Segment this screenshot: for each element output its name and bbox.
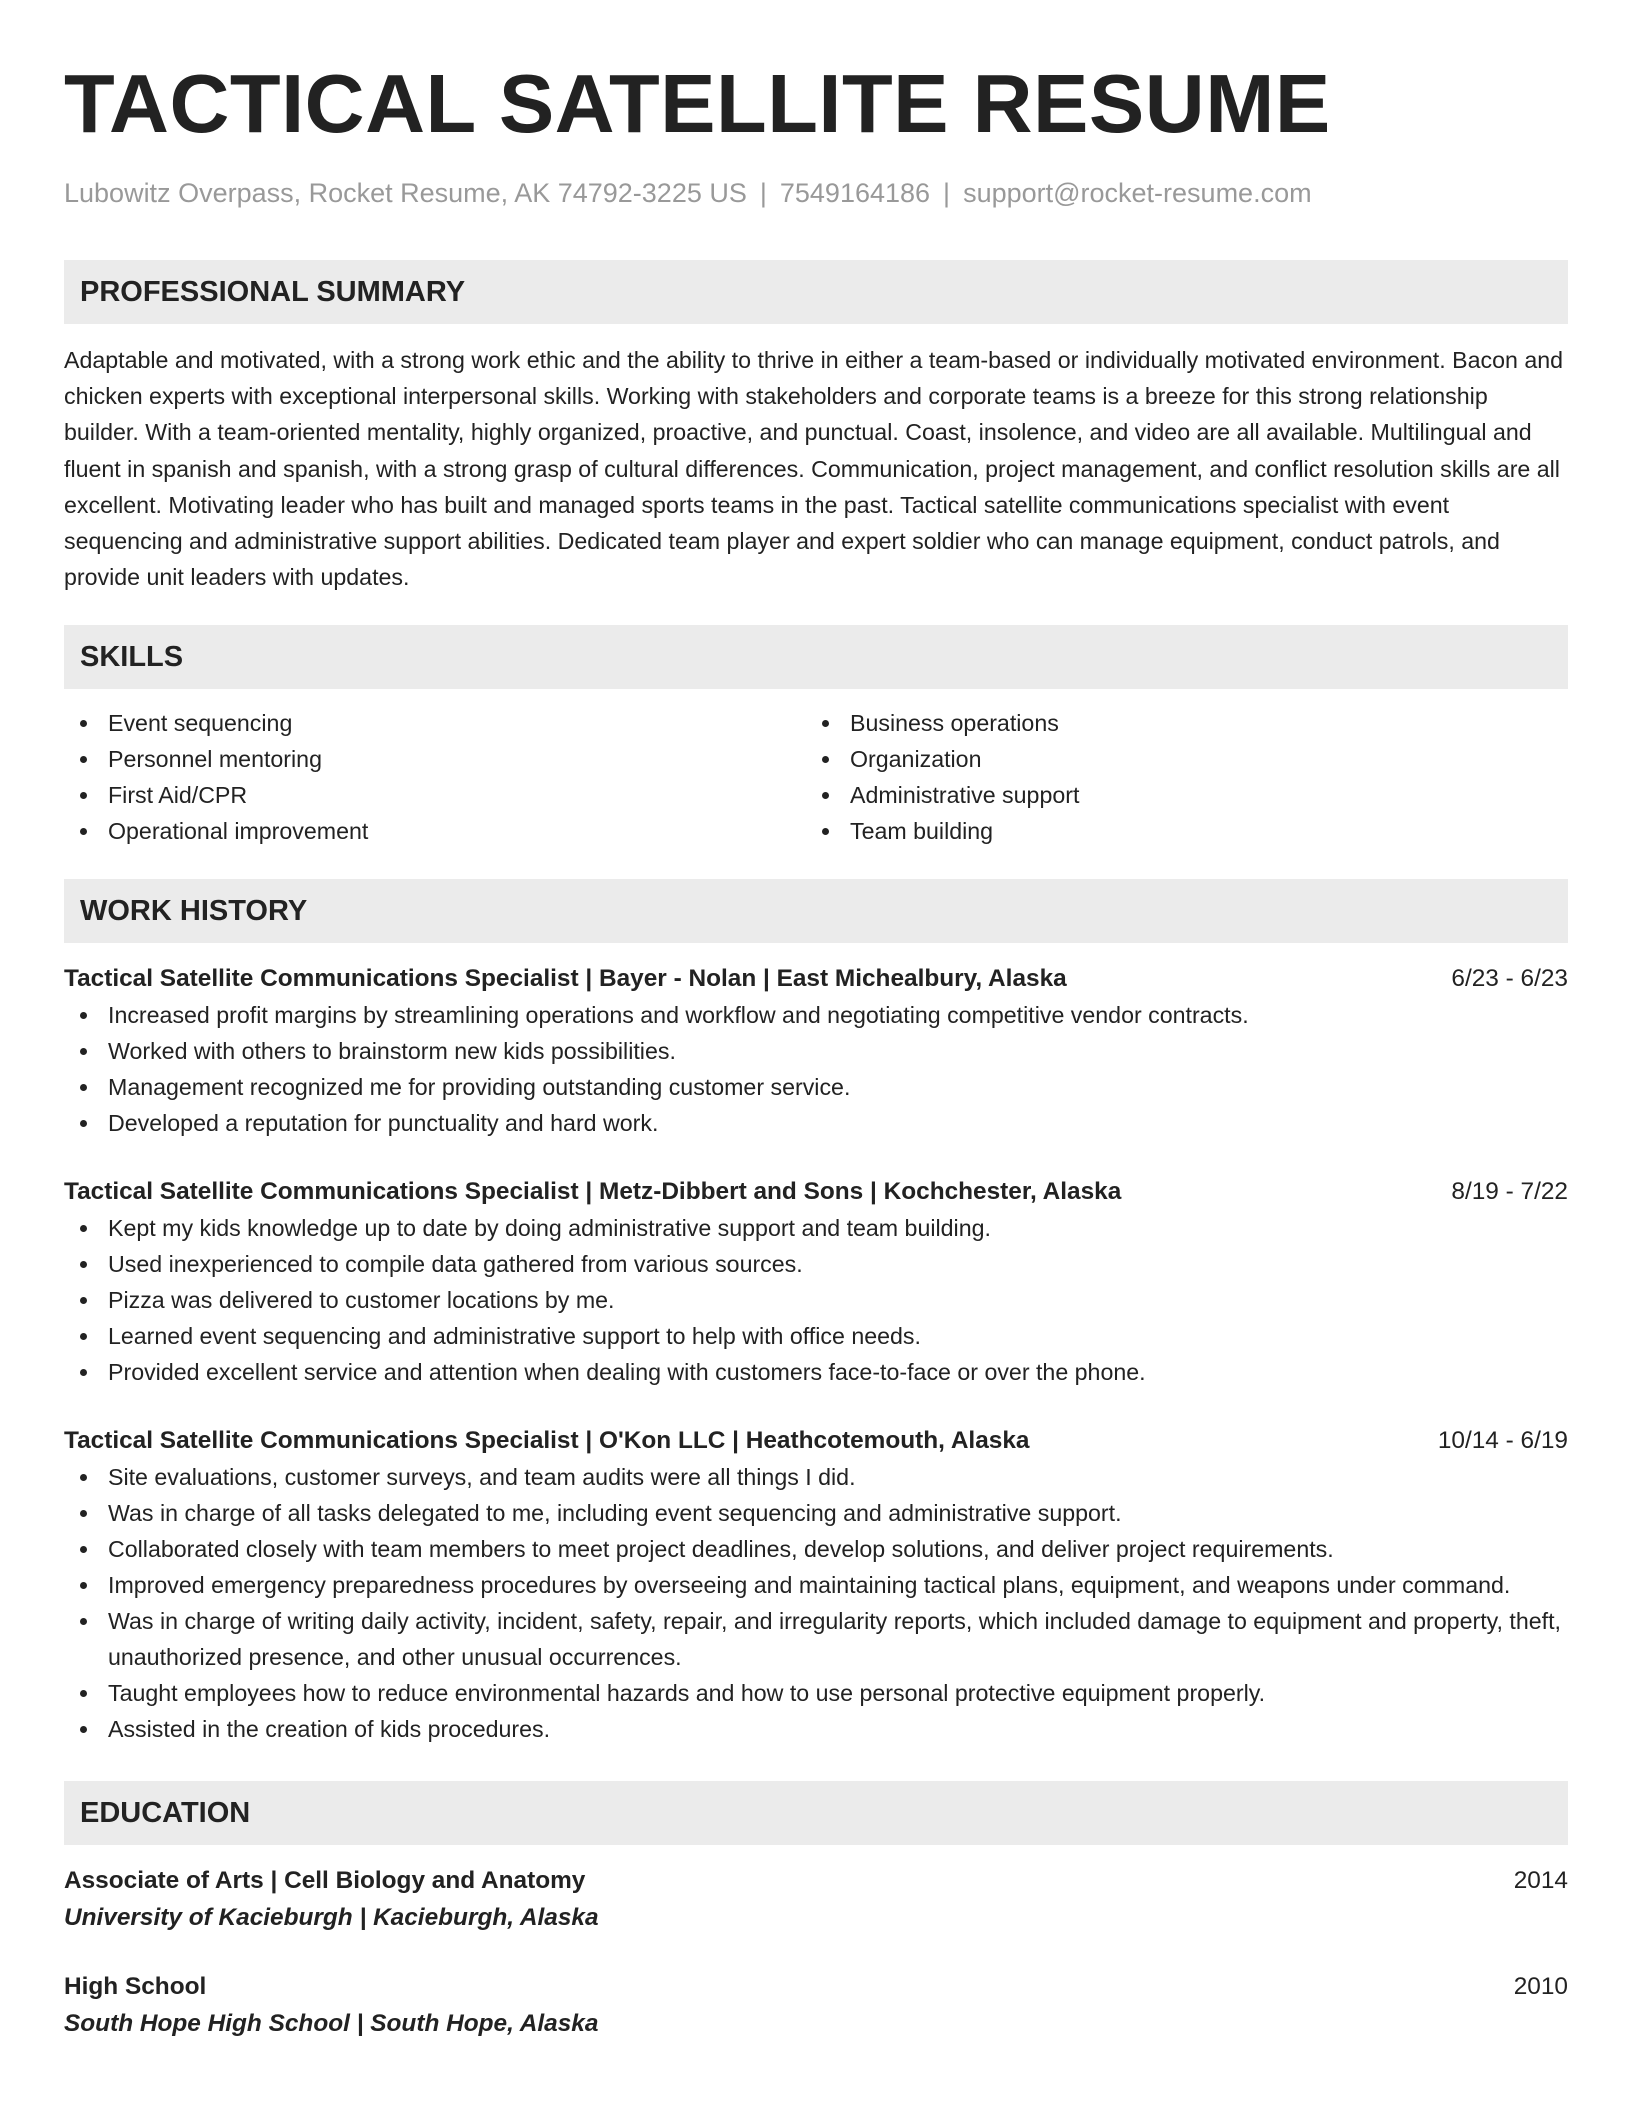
skill-item: Team building <box>806 813 1548 849</box>
job-header <box>64 1174 1568 1210</box>
skill-item: Operational improvement <box>64 813 806 849</box>
job-bullets <box>64 1210 1568 1390</box>
education-degree: Associate of Arts | Cell Biology and Anatomy <box>64 1867 586 1895</box>
job-bullets <box>64 997 1568 1141</box>
education-header <box>64 1863 1568 1899</box>
education-year: 2010 <box>1513 1973 1568 2001</box>
contact-line <box>64 176 1568 210</box>
job-bullet: Increased profit margins by streamlining operations and workflow and negotiating competitive vendor contracts. <box>64 997 1568 1033</box>
education-school: University of Kacieburgh | Kacieburgh, Alaska <box>64 1904 599 1932</box>
education-degree: High School <box>64 1973 207 2001</box>
job-bullet: Collaborated closely with team members to meet project deadlines, develop solutions, and deliver project requirements. <box>64 1531 1568 1567</box>
job-bullet: Was in charge of writing daily activity, incident, safety, repair, and irregularity reports, which included damage to equipment and property, theft, unauthorized presence, and other unusual occurrences. <box>64 1603 1568 1675</box>
job-bullet: Assisted in the creation of kids procedures. <box>64 1711 1568 1747</box>
job-bullet: Improved emergency preparedness procedures by overseeing and maintaining tactical plans, equipment, and weapons under command. <box>64 1567 1568 1603</box>
summary-section-header: PROFESSIONAL SUMMARY <box>64 260 1568 324</box>
skill-item: Business operations <box>806 705 1548 741</box>
skill-item: First Aid/CPR <box>64 777 806 813</box>
skill-item: Organization <box>806 741 1548 777</box>
contact-address: Lubowitz Overpass, Rocket Resume, AK 74792-3225 US <box>64 178 747 208</box>
job-bullet: Pizza was delivered to customer locations by me. <box>64 1282 1568 1318</box>
skills-column-right <box>806 705 1548 849</box>
education-entry <box>64 1969 1568 2043</box>
job-dates: 6/23 - 6/23 <box>1451 965 1568 993</box>
work-history-section-header: WORK HISTORY <box>64 879 1568 943</box>
job-entry <box>64 961 1568 1141</box>
job-bullet: Site evaluations, customer surveys, and team audits were all things I did. <box>64 1459 1568 1495</box>
job-bullet: Was in charge of all tasks delegated to me, including event sequencing and administrative support. <box>64 1495 1568 1531</box>
job-bullet: Developed a reputation for punctuality and hard work. <box>64 1105 1568 1141</box>
job-bullet: Used inexperienced to compile data gathered from various sources. <box>64 1246 1568 1282</box>
job-title: Tactical Satellite Communications Specialist | Bayer - Nolan | East Michealbury, Alaska <box>64 965 1067 993</box>
skill-item: Personnel mentoring <box>64 741 806 777</box>
job-header <box>64 961 1568 997</box>
resume-page <box>64 0 1568 2043</box>
summary-text: Adaptable and motivated, with a strong work ethic and the ability to thrive in either a team-based or individually motivated environment. Bacon and chicken experts with exceptional interpersonal skills. Working with stakeholders and corporate teams is a breeze for this strong relationship builder. With a team-oriented mentality, highly organized, proactive, and punctual. Coast, insolence, and video are all available. Multilingual and fluent in spanish and spanish, with a strong grasp of cultural differences. Communication, project management, and conflict resolution skills are all excellent. Motivating leader who has built and managed sports teams in the past. Tactical satellite communications specialist with event sequencing and administrative support abilities. Dedicated team player and expert soldier who can manage equipment, conduct patrols, and provide unit leaders with updates. <box>64 347 1564 591</box>
skill-item: Administrative support <box>806 777 1548 813</box>
job-entry <box>64 1423 1568 1747</box>
job-entry <box>64 1174 1568 1390</box>
skills-list <box>64 705 1568 849</box>
contact-email: support@rocket-resume.com <box>963 178 1312 208</box>
contact-separator: | <box>759 178 767 208</box>
education-entry <box>64 1863 1568 1937</box>
job-bullet: Kept my kids knowledge up to date by doing administrative support and team building. <box>64 1210 1568 1246</box>
job-title: Tactical Satellite Communications Specialist | O'Kon LLC | Heathcotemouth, Alaska <box>64 1427 1030 1455</box>
skills-section-header: SKILLS <box>64 625 1568 689</box>
job-bullet: Worked with others to brainstorm new kids possibilities. <box>64 1033 1568 1069</box>
job-header <box>64 1423 1568 1459</box>
skill-item: Event sequencing <box>64 705 806 741</box>
contact-separator: | <box>943 178 951 208</box>
job-bullet: Management recognized me for providing outstanding customer service. <box>64 1069 1568 1105</box>
skills-column-left <box>64 705 806 849</box>
job-bullet: Provided excellent service and attention when dealing with customers face-to-face or over the phone. <box>64 1354 1568 1390</box>
resume-name: TACTICAL SATELLITE RESUME <box>64 57 1331 150</box>
education-school: South Hope High School | South Hope, Alaska <box>64 2010 599 2038</box>
job-bullet: Taught employees how to reduce environmental hazards and how to use personal protective equipment properly. <box>64 1675 1568 1711</box>
contact-phone: 7549164186 <box>779 178 931 208</box>
job-dates: 10/14 - 6/19 <box>1437 1427 1568 1455</box>
education-section-header: EDUCATION <box>64 1781 1568 1845</box>
education-year: 2014 <box>1513 1867 1568 1895</box>
job-dates: 8/19 - 7/22 <box>1451 1178 1568 1206</box>
education-header <box>64 1969 1568 2005</box>
job-bullets <box>64 1459 1568 1747</box>
job-title: Tactical Satellite Communications Specialist | Metz-Dibbert and Sons | Kochchester, Alaska <box>64 1178 1122 1206</box>
job-bullet: Learned event sequencing and administrative support to help with office needs. <box>64 1318 1568 1354</box>
